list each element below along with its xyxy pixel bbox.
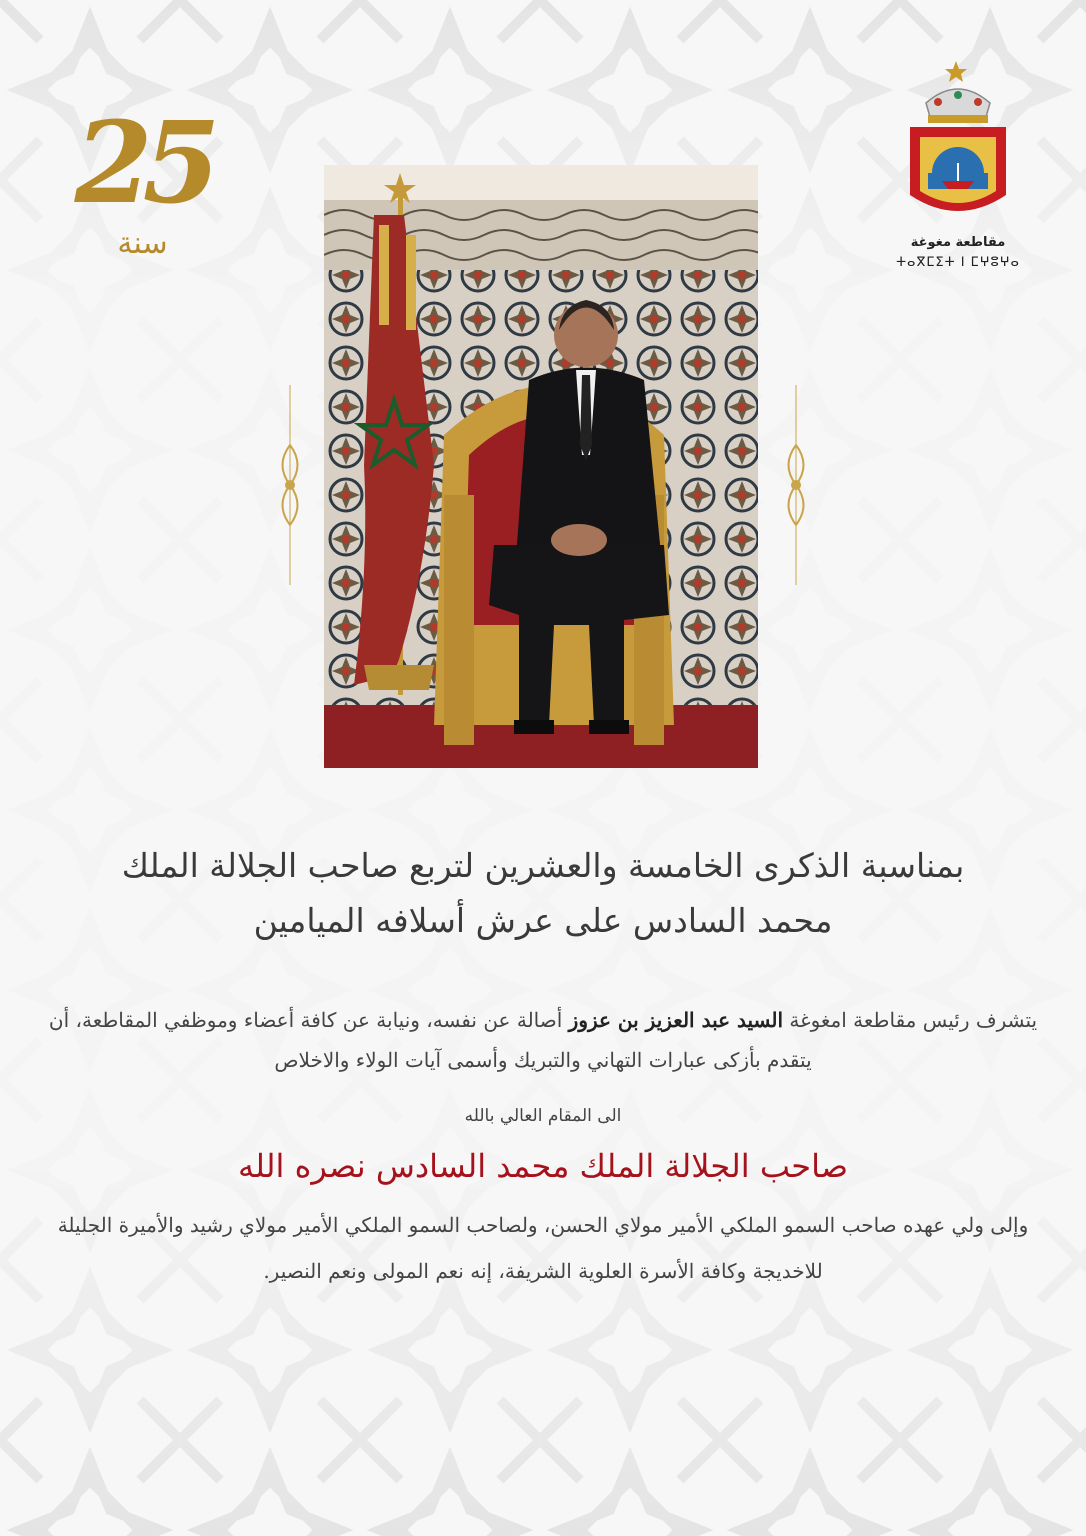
anniversary-25-logo [55, 98, 230, 268]
king-title: صاحب الجلالة الملك محمد السادس نصره الله [238, 1147, 848, 1185]
greeting-intro: يتشرف رئيس مقاطعة امغوغة [789, 1008, 1038, 1032]
headline [60, 838, 1026, 948]
royal-portrait-photo [324, 165, 758, 768]
closing-paragraph: وإلى ولي عهده صاحب السمو الملكي الأمير مولاي الحسن، ولصاحب السمو الملكي الأمير مولاي رشيد والأميرة الجليلة للاخديجة وكافة الأسرة العلوية الشريفة، إنه نعم المولى ونعم النصير. [57, 1213, 1029, 1283]
president-name: السيد عبد العزيز بن عزوز [568, 1008, 784, 1032]
emblem-name-arabic: مقاطعة مغوغة [910, 235, 1006, 250]
gold-ornament-left [270, 385, 310, 585]
anniversary-number: 25 [74, 98, 211, 229]
district-emblem [888, 55, 1028, 285]
gold-ornament-right [776, 385, 816, 585]
headline-line-2: محمد السادس على عرش أسلافه الميامين [253, 901, 833, 940]
emblem-name-tifinagh: ⵜⴰⴳⵎⵉⵜ ⵏ ⵎⵖⵓⵖⴰ [896, 255, 1020, 270]
greeting-rest: أصالة عن نفسه، ونيابة عن كافة أعضاء وموظفي المقاطعة، أن يتقدم بأزكى عبارات التهاني والتبريك وأسمى آيات الولاء والاخلاص [48, 1008, 812, 1072]
headline-line-1: بمناسبة الذكرى الخامسة والعشرين لتربع صاحب الجلالة الملك [121, 846, 965, 885]
addressee-line: الى المقام العالي بالله [464, 1106, 622, 1126]
anniversary-word: سنة [117, 226, 168, 261]
greeting-paragraph [40, 1000, 1046, 1080]
coat-of-arms-icon [888, 55, 1028, 230]
crown-icon [926, 61, 990, 123]
portrait-illustration [324, 165, 758, 768]
